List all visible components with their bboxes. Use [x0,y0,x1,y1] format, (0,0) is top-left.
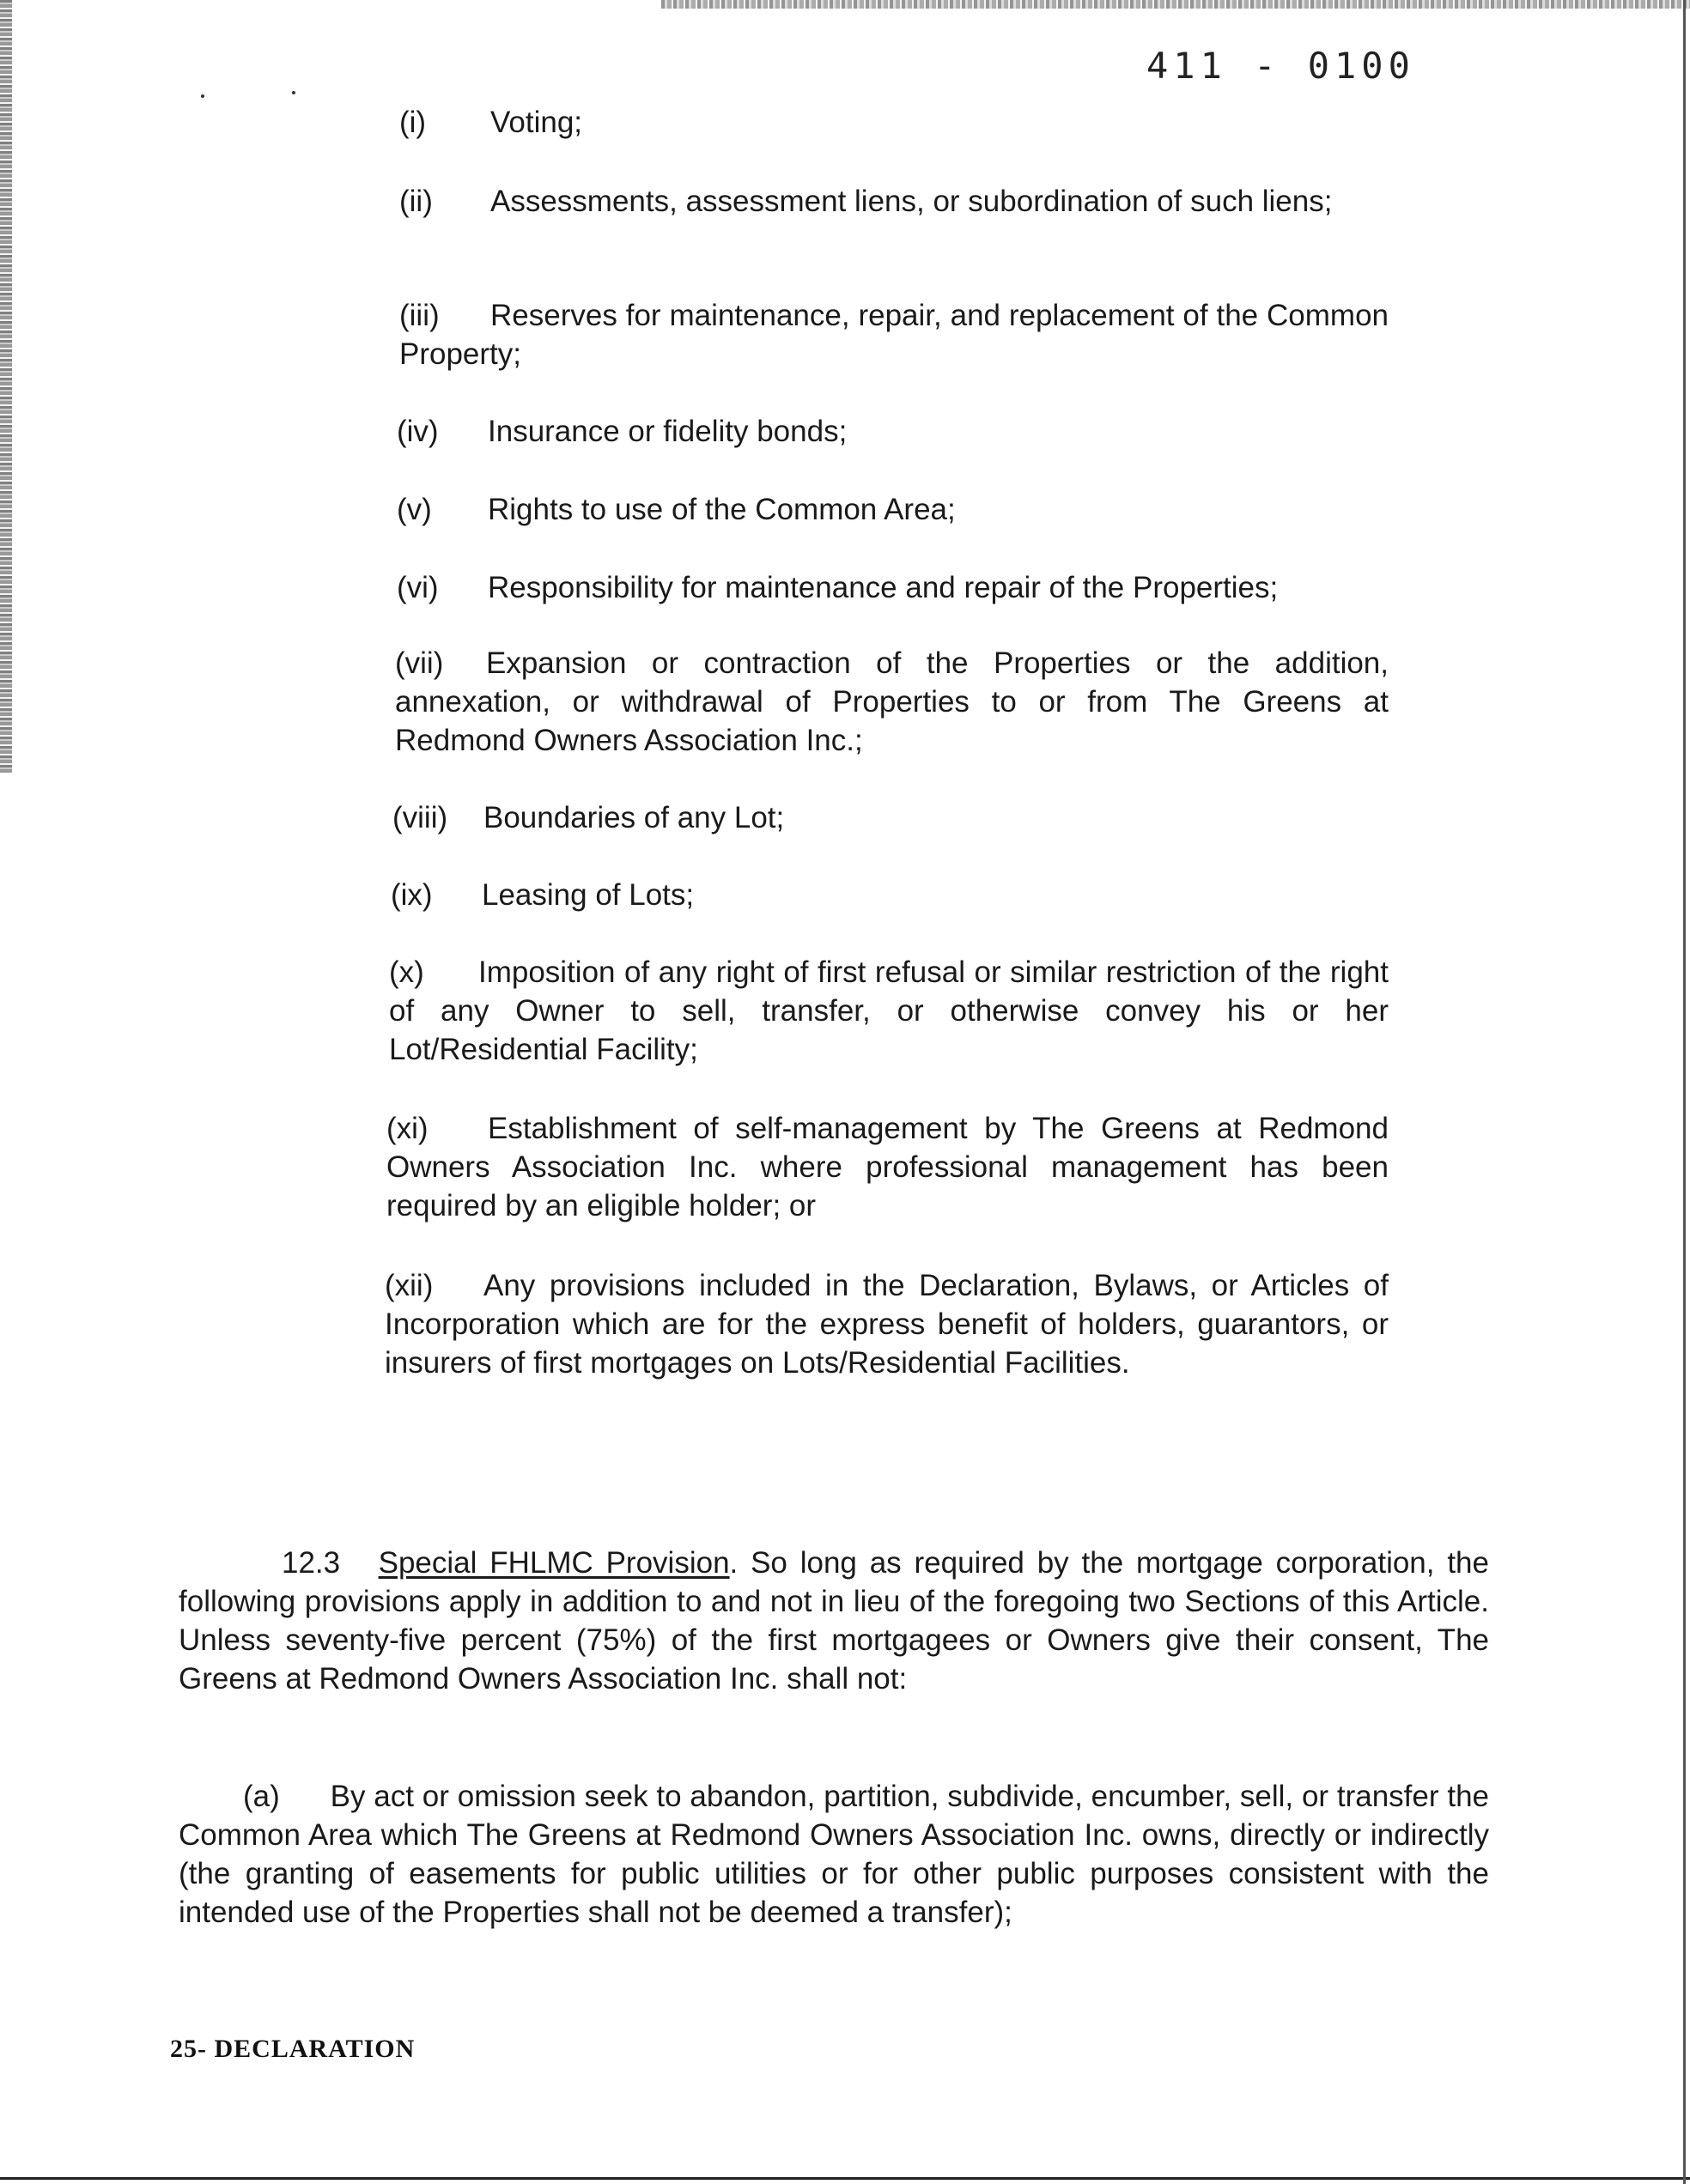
list-item-i [399,103,1395,142]
item-number: (ii) [399,185,433,218]
item-text: Establishment of self-management by The Greens at Redmond Owners Association Inc. where professional management has been required by an eligible holder; or [386,1112,1389,1222]
list-item-viii [392,798,1389,837]
item-number: (v) [397,493,432,526]
subsection-a [179,1777,1489,1932]
item-text: Responsibility for maintenance and repair of the Properties; [488,571,1279,604]
list-item-vi [397,568,1393,607]
item-number: (x) [389,956,424,989]
item-text: Leasing of Lots; [482,878,695,912]
item-text: Voting; [490,106,583,139]
section-12-3 [179,1544,1489,1698]
list-item-ix [391,876,1387,914]
list-item-xi [386,1109,1389,1225]
item-number: (xi) [386,1112,429,1145]
item-text: Imposition of any right of first refusal or similar restriction of the right of any Owner to sell, transfer, or otherwise convey his or her Lot/Residential Facility; [389,956,1389,1066]
item-text: Insurance or fidelity bonds; [488,415,848,448]
item-text: Assessments, assessment liens, or subordination of such liens; [490,185,1333,218]
item-number: (vii) [395,646,444,680]
section-text: . So long as required by the mortgage corporation, the following provisions apply in addition to and not in lieu of the foregoing two Sections of this Article. Unless seventy-five percent (75%) of the first mortgagees or Owners give their consent, The Greens at Redmond Owners Association Inc. shall not: [179,1546,1489,1696]
scan-edge-top [661,0,1690,9]
list-item-x [389,953,1389,1069]
list-item-vii [395,644,1389,760]
list-item-iii [399,296,1389,373]
item-number: (ix) [391,878,433,912]
scan-edge-right [1683,0,1686,2184]
list-item-ii [399,182,1389,221]
item-text: Reserves for maintenance, repair, and replacement of the Common Property; [399,299,1389,371]
item-text: Expansion or contraction of the Properties or the addition, annexation, or withdrawal of Properties to or from The Greens at Redmond Owners Association Inc.; [395,646,1389,757]
page-footer: 25- DECLARATION [170,2035,416,2063]
item-number: (viii) [392,801,448,834]
list-item-xii [385,1266,1389,1382]
item-text: Rights to use of the Common Area; [488,493,956,526]
section-number: 12.3 [282,1546,341,1580]
item-number: (i) [399,106,427,139]
scan-speck [292,91,295,94]
section-heading: Special FHLMC Provision [378,1546,730,1580]
item-number: (iv) [397,415,439,448]
item-text: Any provisions included in the Declaration, Bylaws, or Articles of Incorporation which are for the express benefit of holders, guarantors, or insurers of first mortgages on Lots/Residential Facilities. [385,1269,1389,1380]
list-item-v [397,490,1393,529]
scan-edge-left [0,0,12,773]
document-number: 411 - 0100 [1146,45,1415,87]
list-item-iv [397,412,1393,451]
item-number: (xii) [385,1269,434,1302]
item-number: (vi) [397,571,439,604]
subsection-number: (a) [243,1780,280,1813]
item-number: (iii) [399,299,440,332]
scan-speck [201,94,204,98]
scan-edge-bottom [0,2177,1690,2180]
item-text: Boundaries of any Lot; [483,801,785,834]
subsection-text: By act or omission seek to abandon, partition, subdivide, encumber, sell, or transfer the Common Area which The Greens at Redmond Owners Association Inc. owns, directly or indirectly (the granting of easements for public utilities or for other public purposes consistent with the intended use of the Properties shall not be deemed a transfer); [179,1780,1489,1929]
